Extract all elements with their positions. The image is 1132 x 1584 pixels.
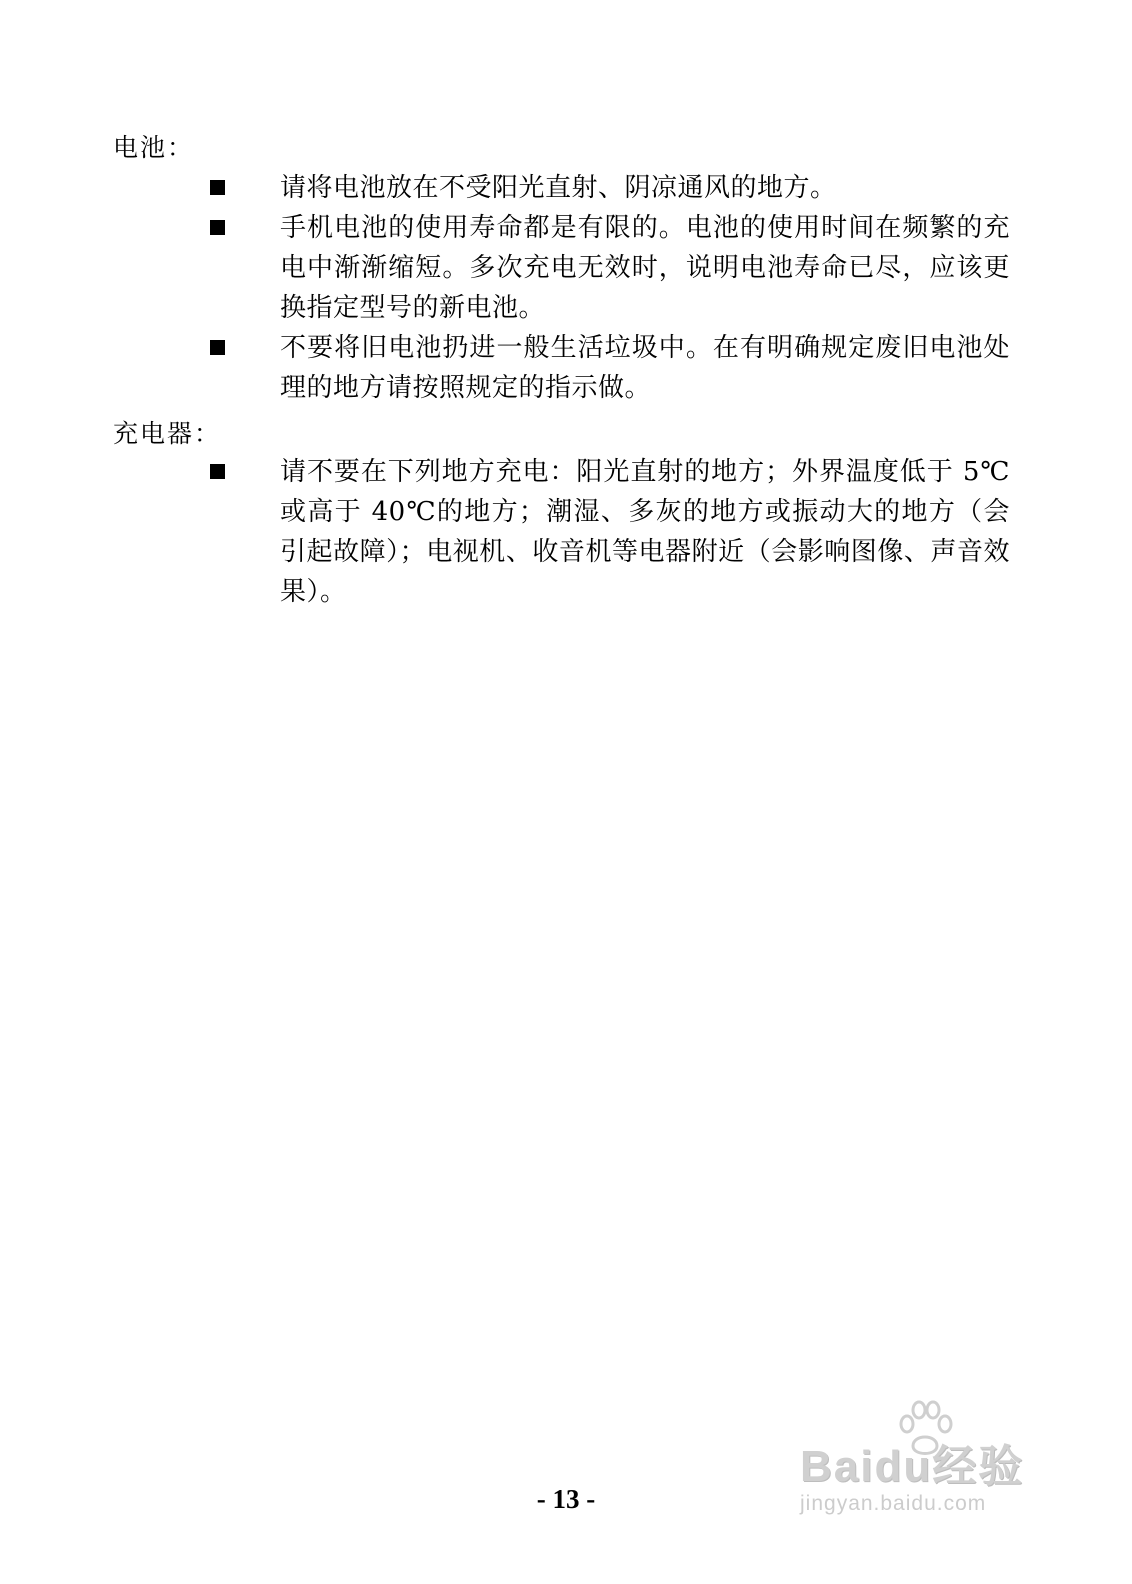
square-bullet-icon [210,464,225,479]
list-item-text: 手机电池的使用寿命都是有限的。电池的使用时间在频繁的充电中渐渐缩短。多次充电无效时，说明电池寿命已尽，应该更换指定型号的新电池。 [280,213,1010,323]
square-bullet-icon [210,340,225,355]
watermark-logo: Baidu经验 [800,1442,1025,1491]
list-item-text: 请将电池放在不受阳光直射、阴凉通风的地方。 [280,173,837,203]
square-bullet-icon [210,180,225,195]
square-bullet-icon [210,220,225,235]
watermark-url: jingyan.baidu.com [800,1492,987,1515]
page-number: - 13 - [536,1484,596,1514]
list-item-text: 不要将旧电池扔进一般生活垃圾中。在有明确规定废旧电池处理的地方请按照规定的指示做。 [280,333,1010,403]
section-heading-battery: 电池： [113,133,195,162]
watermark [800,1400,1060,1530]
section-heading-charger: 充电器： [113,419,222,448]
list-item-text: 请不要在下列地方充电：阳光直射的地方；外界温度低于 5℃或高于 40℃的地方；潮湿、多灰的地方或振动大的地方（会引起故障）；电视机、收音机等电器附近（会影响图像、声音效果）。 [280,457,1010,607]
